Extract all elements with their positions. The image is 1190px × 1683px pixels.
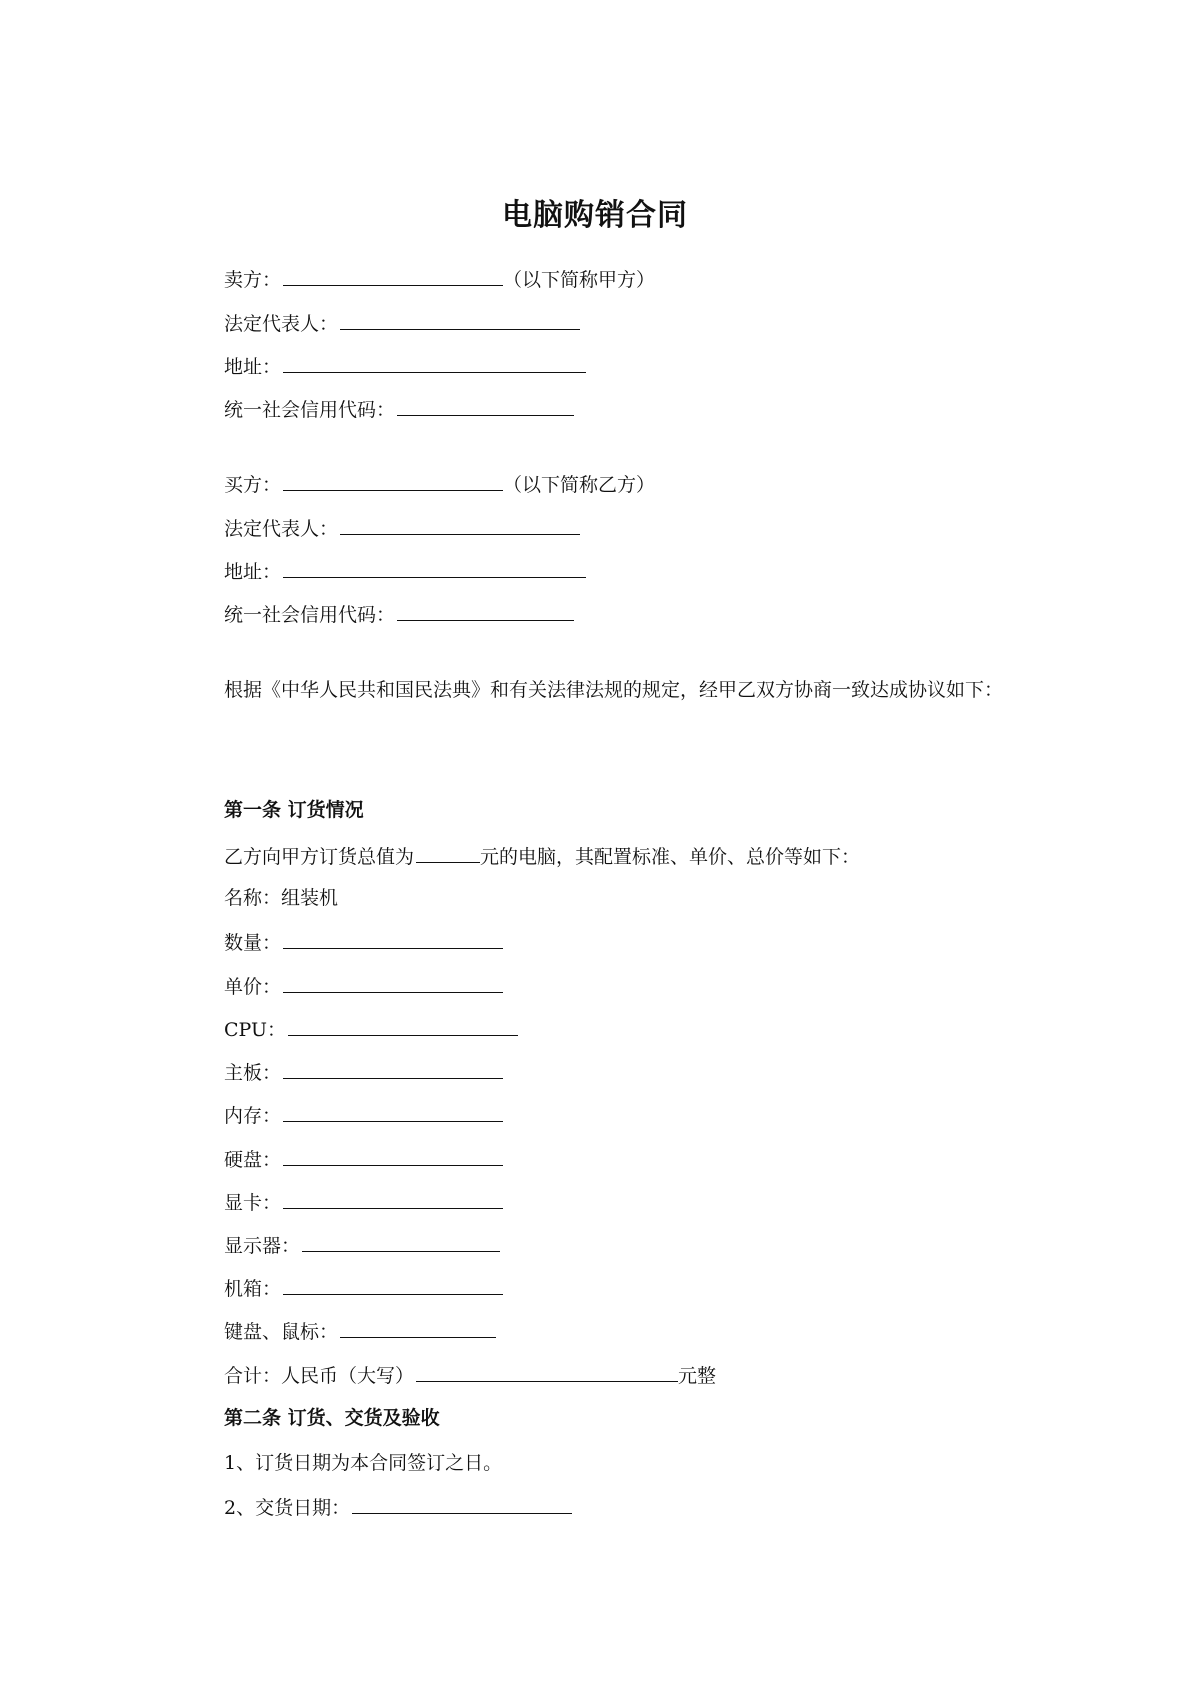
seller-address-line <box>224 352 586 378</box>
item-quantity-blank[interactable] <box>283 928 503 949</box>
item-monitor-label: 显示器： <box>224 1235 301 1257</box>
buyer-rep-line <box>224 514 580 540</box>
article2-item1: 1、订货日期为本合同签订之日。 <box>224 1452 503 1474</box>
article1-heading: 第一条 订货情况 <box>224 799 364 821</box>
item-cpu-blank[interactable] <box>288 1015 518 1036</box>
item-cpu-label: CPU： <box>224 1019 287 1041</box>
article1-intro-line <box>224 842 860 868</box>
item-memory-blank[interactable] <box>283 1101 503 1122</box>
seller-party-blank[interactable] <box>283 265 503 286</box>
buyer-rep-label: 法定代表人： <box>224 518 339 540</box>
buyer-credit-blank[interactable] <box>397 600 574 621</box>
buyer-party-label: 买方： <box>224 474 282 496</box>
item-case-line <box>224 1274 503 1300</box>
buyer-rep-blank[interactable] <box>340 514 580 535</box>
buyer-party-line <box>224 470 655 496</box>
buyer-address-blank[interactable] <box>283 557 586 578</box>
item-motherboard-label: 主板： <box>224 1062 282 1084</box>
item-memory-line <box>224 1101 503 1127</box>
item-keyboard-mouse-label: 键盘、鼠标： <box>224 1321 339 1343</box>
buyer-credit-line <box>224 600 574 626</box>
seller-credit-line <box>224 395 574 421</box>
buyer-address-label: 地址： <box>224 561 282 583</box>
item-graphics-line <box>224 1188 503 1214</box>
item-quantity-line <box>224 928 503 954</box>
article1-intro-before: 乙方向甲方订货总值为 <box>224 846 415 868</box>
seller-rep-line <box>224 309 580 335</box>
seller-credit-blank[interactable] <box>397 395 574 416</box>
item-harddisk-line <box>224 1145 503 1171</box>
item-graphics-label: 显卡： <box>224 1192 282 1214</box>
item-harddisk-label: 硬盘： <box>224 1149 282 1171</box>
seller-party-line <box>224 265 655 291</box>
seller-rep-blank[interactable] <box>340 309 580 330</box>
item-quantity-label: 数量： <box>224 932 282 954</box>
item-unit-price-label: 单价： <box>224 976 282 998</box>
total-suffix: 元整 <box>678 1365 717 1387</box>
item-monitor-line <box>224 1231 500 1257</box>
preamble-paragraph: 根据《中华人民共和国民法典》和有关法律法规的规定，经甲乙双方协商一致达成协议如下： <box>224 679 1004 701</box>
product-name-line: 名称：组装机 <box>224 887 339 909</box>
total-line <box>224 1361 716 1387</box>
seller-address-blank[interactable] <box>283 352 586 373</box>
item-cpu-line <box>224 1015 518 1041</box>
buyer-address-line <box>224 557 586 583</box>
delivery-date-line <box>224 1493 572 1519</box>
seller-address-label: 地址： <box>224 356 282 378</box>
article1-intro-after: 元的电脑，其配置标准、单价、总价等如下： <box>480 846 861 868</box>
document-title: 电脑购销合同 <box>502 198 688 233</box>
seller-rep-label: 法定代表人： <box>224 313 339 335</box>
item-motherboard-blank[interactable] <box>283 1058 503 1079</box>
item-harddisk-blank[interactable] <box>283 1145 503 1166</box>
item-memory-label: 内存： <box>224 1105 282 1127</box>
seller-party-label: 卖方： <box>224 269 282 291</box>
delivery-date-blank[interactable] <box>352 1493 572 1514</box>
order-total-blank[interactable] <box>416 842 480 863</box>
item-keyboard-mouse-line <box>224 1317 496 1343</box>
total-label: 合计：人民币（大写） <box>224 1365 415 1387</box>
item-motherboard-line <box>224 1058 503 1084</box>
total-amount-blank[interactable] <box>416 1361 678 1382</box>
item-case-blank[interactable] <box>283 1274 503 1295</box>
item-keyboard-mouse-blank[interactable] <box>340 1317 496 1338</box>
article2-heading: 第二条 订货、交货及验收 <box>224 1407 440 1429</box>
buyer-credit-label: 统一社会信用代码： <box>224 604 396 626</box>
seller-credit-label: 统一社会信用代码： <box>224 399 396 421</box>
buyer-party-suffix: （以下简称乙方） <box>503 474 656 496</box>
item-unit-price-line <box>224 972 503 998</box>
buyer-party-blank[interactable] <box>283 470 503 491</box>
item-graphics-blank[interactable] <box>283 1188 503 1209</box>
delivery-date-label: 2、交货日期： <box>224 1497 351 1519</box>
item-monitor-blank[interactable] <box>302 1231 500 1252</box>
seller-party-suffix: （以下简称甲方） <box>503 269 656 291</box>
item-case-label: 机箱： <box>224 1278 282 1300</box>
item-unit-price-blank[interactable] <box>283 972 503 993</box>
